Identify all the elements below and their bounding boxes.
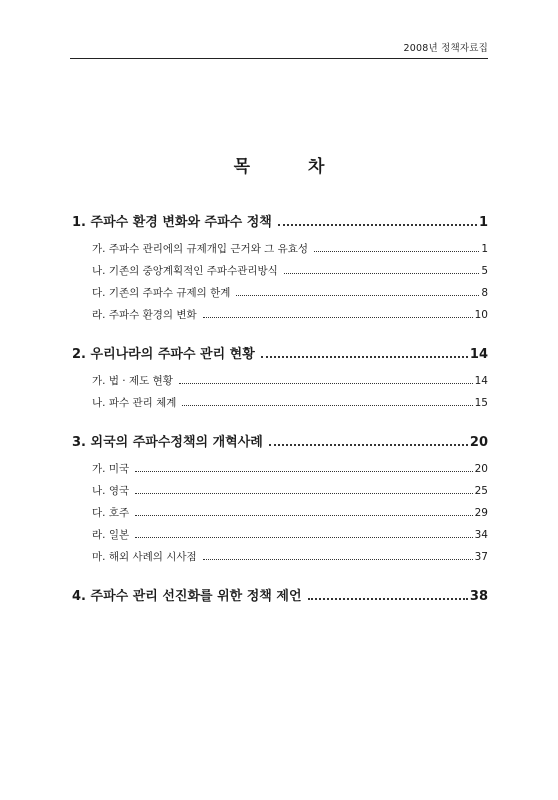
toc-chapter-entry[interactable] xyxy=(72,340,488,370)
toc-entry-page-number: 10 xyxy=(474,309,488,321)
toc-entry-label: 다. 호주 xyxy=(92,507,130,519)
toc-section xyxy=(72,582,488,612)
toc-subsection-entry[interactable] xyxy=(72,458,488,480)
toc-subsection-entry[interactable] xyxy=(72,392,488,414)
dot-leader xyxy=(269,444,468,446)
toc-subsection-entry[interactable] xyxy=(72,502,488,524)
header-rule xyxy=(70,58,488,59)
toc-entry-label: 1. 주파수 환경 변화와 주파수 정책 xyxy=(72,215,272,230)
toc-entry-label: 2. 우리나라의 주파수 관리 현황 xyxy=(72,347,255,362)
dot-leader xyxy=(236,295,479,296)
toc-entry-label: 라. 일본 xyxy=(92,529,130,541)
toc-entry-label: 나. 영국 xyxy=(92,485,130,497)
toc-subsection-entry[interactable] xyxy=(72,546,488,568)
toc-section xyxy=(72,340,488,414)
dot-leader xyxy=(135,537,473,538)
dot-leader xyxy=(182,405,472,406)
toc-subsection-entry[interactable] xyxy=(72,238,488,260)
dot-leader xyxy=(284,273,480,274)
toc-section xyxy=(72,428,488,568)
toc-entry-page-number: 34 xyxy=(474,529,488,541)
toc-entry-page-number: 8 xyxy=(481,287,488,299)
dot-leader xyxy=(203,317,473,318)
toc-entry-page-number: 14 xyxy=(469,347,488,362)
toc-entry-label: 라. 주파수 환경의 변화 xyxy=(92,309,197,321)
page-title: 목 차 xyxy=(233,157,351,177)
toc-subsection-entry[interactable] xyxy=(72,260,488,282)
toc-entry-label: 마. 해외 사례의 시사점 xyxy=(92,551,197,563)
dot-leader xyxy=(308,598,468,600)
toc-entry-page-number: 5 xyxy=(481,265,488,277)
dot-leader xyxy=(314,251,479,252)
toc-entry-page-number: 1 xyxy=(481,243,488,255)
toc-entry-label: 가. 주파수 관리에의 규제개입 근거와 그 유효성 xyxy=(92,243,309,255)
dot-leader xyxy=(135,471,473,472)
dot-leader xyxy=(179,383,473,384)
toc-entry-label: 나. 기존의 중앙계획적인 주파수관리방식 xyxy=(92,265,278,277)
dot-leader xyxy=(261,356,468,358)
toc-subsection-entry[interactable] xyxy=(72,370,488,392)
toc-entry-page-number: 37 xyxy=(474,551,488,563)
toc-entry-page-number: 20 xyxy=(469,435,488,450)
toc-subsection-entry[interactable] xyxy=(72,524,488,546)
running-header: 2008년 정책자료집 xyxy=(403,43,488,54)
toc-chapter-entry[interactable] xyxy=(72,208,488,238)
dot-leader xyxy=(278,224,477,226)
toc-entry-label: 나. 파수 관리 체계 xyxy=(92,397,177,409)
toc-entry-page-number: 1 xyxy=(478,215,488,230)
toc-entry-page-number: 38 xyxy=(469,589,488,604)
toc-entry-label: 4. 주파수 관리 선진화를 위한 정책 제언 xyxy=(72,589,302,604)
toc-entry-page-number: 29 xyxy=(474,507,488,519)
toc-subsection-entry[interactable] xyxy=(72,282,488,304)
table-of-contents xyxy=(72,208,488,626)
dot-leader xyxy=(135,493,473,494)
toc-entry-label: 가. 법 · 제도 현황 xyxy=(92,375,173,387)
toc-chapter-entry[interactable] xyxy=(72,428,488,458)
toc-entry-page-number: 25 xyxy=(474,485,488,497)
toc-entry-page-number: 15 xyxy=(474,397,488,409)
toc-entry-label: 가. 미국 xyxy=(92,463,130,475)
dot-leader xyxy=(135,515,473,516)
toc-chapter-entry[interactable] xyxy=(72,582,488,612)
toc-entry-page-number: 20 xyxy=(474,463,488,475)
toc-subsection-entry[interactable] xyxy=(72,480,488,502)
toc-subsection-entry[interactable] xyxy=(72,304,488,326)
dot-leader xyxy=(203,559,473,560)
toc-entry-label: 3. 외국의 주파수정책의 개혁사례 xyxy=(72,435,263,450)
toc-section xyxy=(72,208,488,326)
toc-entry-page-number: 14 xyxy=(474,375,488,387)
toc-entry-label: 다. 기존의 주파수 규제의 한계 xyxy=(92,287,231,299)
